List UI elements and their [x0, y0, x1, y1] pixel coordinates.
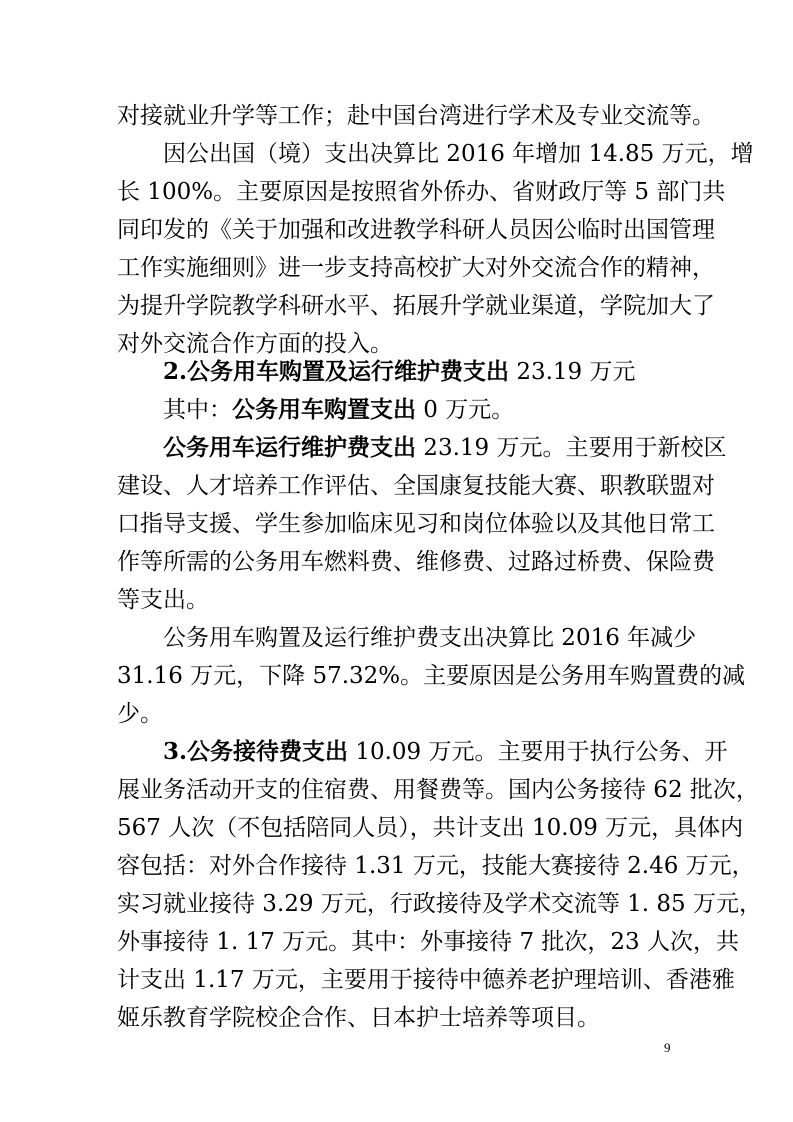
sub-item-maintenance — [163, 433, 727, 463]
text-line: 公务用车购置及运行维护费支出决算比 2016 年减少 — [163, 625, 697, 651]
text-line: 计支出 1.17 万元，主要用于接待中德养老护理培训、香港雅 — [117, 967, 735, 993]
text-line: 对接就业升学等工作；赴中国台湾进行学术及专业交流等。 — [117, 103, 715, 129]
text-line: 展业务活动开支的住宿费、用餐费等。国内公务接待 62 批次， — [117, 777, 759, 803]
text-line: 实习就业接待 3.29 万元，行政接待及学术交流等 1. 85 万元， — [117, 891, 762, 917]
heading-bold: 2.公务用车购置及运行维护费支出 — [163, 358, 510, 385]
text-line: 工作实施细则》进一步支持高校扩大对外交流合作的精神， — [117, 255, 715, 281]
text-line: 因公出国（境）支出决算比 2016 年增加 14.85 万元，增 — [163, 141, 754, 167]
sub-item-purchase — [163, 395, 677, 425]
sub-item-value: 23.19 万元。主要用于新校区 — [416, 435, 727, 461]
text-line: 31.16 万元，下降 57.32%。主要原因是公务用车购置费的减 — [117, 663, 746, 689]
text-line: 对外交流合作方面的投入。 — [117, 331, 393, 357]
page-number: 9 — [664, 1040, 671, 1055]
text-line: 等支出。 — [117, 587, 209, 613]
text-line: 口指导支援、学生参加临床见习和岗位体验以及其他日常工 — [117, 511, 715, 537]
text-line: 同印发的《关于加强和改进教学科研人员因公临时出国管理 — [117, 217, 715, 243]
text-line: 长 100%。主要原因是按照省外侨办、省财政厅等 5 部门共 — [117, 179, 726, 205]
text-line: 建设、人才培养工作评估、全国康复技能大赛、职教联盟对 — [117, 473, 715, 499]
text-line: 567 人次（不包括陪同人员），共计支出 10.09 万元，具体内 — [117, 815, 744, 841]
heading-bold: 3.公务接待费支出 — [163, 738, 349, 765]
sub-item-value: 0 万元。 — [416, 397, 515, 423]
text-line: 姬乐教育学院校企合作、日本护士培养等项目。 — [117, 1005, 600, 1031]
heading-value: 10.09 万元。主要用于执行公务、开 — [348, 739, 728, 765]
text-line: 作等所需的公务用车燃料费、维修费、过路过桥费、保险费 — [117, 549, 715, 575]
sub-item-bold: 公务用车购置支出 — [232, 396, 416, 423]
heading-value: 23.19 万元 — [509, 359, 636, 385]
text-line: 少。 — [117, 701, 163, 727]
text-line: 为提升学院教学科研水平、拓展升学就业渠道，学院加大了 — [117, 293, 715, 319]
sub-item-bold: 公务用车运行维护费支出 — [163, 434, 416, 461]
section-heading-vehicle — [163, 357, 677, 387]
text-line: 容包括：对外合作接待 1.31 万元，技能大赛接待 2.46 万元， — [117, 853, 755, 879]
text-line: 外事接待 1. 17 万元。其中：外事接待 7 批次，23 人次，共 — [117, 929, 739, 955]
section-heading-reception — [163, 737, 728, 767]
prefix-text: 其中： — [163, 397, 232, 423]
